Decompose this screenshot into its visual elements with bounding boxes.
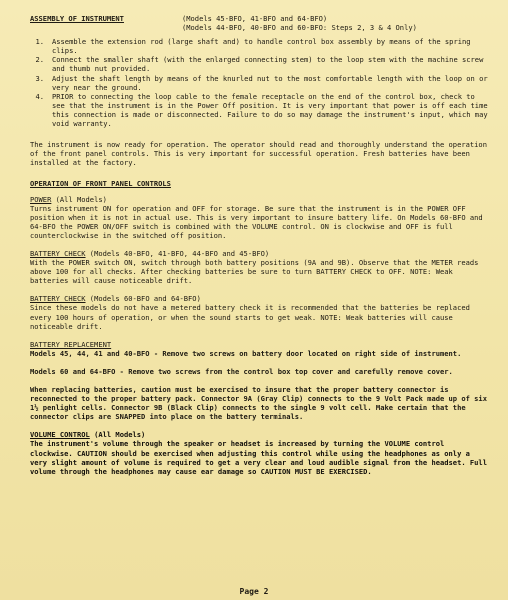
assembly-models-line-1: (Models 45-BFO, 41-BFO and 64-BFO): [182, 14, 328, 23]
page-number: Page 2: [239, 586, 269, 596]
step-text: Connect the smaller shaft (with the enlarged connecting stem) to the loop stem with the machine screw and thumb nut provided.: [52, 55, 484, 74]
assembly-title: ASSEMBLY OF INSTRUMENT: [30, 14, 124, 23]
assembly-models-line-2: (Models 44-BFO, 40-BFO and 60-BFO: Steps 2, 3 & 4 Only): [182, 23, 417, 33]
assembly-step: [30, 74, 488, 92]
battery-check-paragraph-2: Since these models do not have a metered battery check it is recommended that the batteries be replaced every 100 hours of operation, or when the sound starts to get weak. NOTE: Weak batteries will cause noticeable drift.: [30, 303, 470, 331]
ready-paragraph: The instrument is now ready for operation. The operator should read and thoroughly understand the operation of the front panel controls. This is very important for successful operation. Fresh batteries have been installed at the factory.: [30, 140, 487, 168]
power-label: POWER: [30, 194, 52, 204]
battery-check-models-2: (Models 60-BFO and 64-BFO): [85, 294, 201, 304]
step-text: Assemble the extension rod (large shaft and) to handle control box assembly by means of the spring clips.: [52, 37, 471, 56]
step-number: 4.: [35, 91, 44, 101]
battery-replacement-paragraph-3: When replacing batteries, caution must be exercised to insure that the proper battery connector is reconnected to the proper battery pack. Connector 9A (Gray Clip) connects to the 9 Volt Pack made up of six 1½ penlight cells. Connector 9B (Black Clip) connects to the single 9 volt cell. Make certain that the connector clips are SNAPPED into place on the battery terminals.: [30, 385, 487, 422]
power-models: (All Models): [51, 194, 107, 204]
assembly-step: [30, 55, 488, 73]
battery-check-label-1: BATTERY CHECK: [30, 248, 86, 258]
battery-check-label-2: BATTERY CHECK: [30, 294, 86, 304]
volume-control-paragraph: The instrument's volume through the speaker or headset is increased by turning the VOLUME control clockwise. CAUTION should be exercised when adjusting this control while using the headphones as only a very slight amount of volume is required to get a very clear and loud audible signal from the headset. Full volume through the headphones may cause ear damage so CAUTION MUST BE EXERCISED.: [30, 439, 487, 476]
assembly-steps-list: [30, 37, 488, 128]
battery-check-heading-1: [30, 249, 488, 258]
volume-control-models: (All Models): [89, 430, 146, 440]
battery-replacement-heading: BATTERY REPLACEMENT: [30, 339, 112, 349]
volume-control-label: VOLUME CONTROL: [30, 430, 90, 440]
battery-replacement-paragraph-1: Models 45, 44, 41 and 40-BFO - Remove two screws on battery door located on right side of instrument.: [30, 348, 462, 358]
power-paragraph: Turns instrument ON for operation and OFF for storage. Be sure that the instrument is in the POWER OFF position when it is not in actual use. This is very important to insure battery life. On Models 60-BFO and 64-BFO the POWER ON/OFF switch is combined with the VOLUME control. ON is clockwise and OFF is full counterclockwise in the switched off position.: [30, 203, 483, 240]
step-number: 2.: [35, 55, 44, 65]
battery-check-models-1: (Models 40-BFO, 41-BFO, 44-BFO and 45-BFO): [85, 248, 270, 258]
volume-control-heading: [30, 430, 488, 439]
step-number: 1.: [35, 37, 44, 47]
step-text: Adjust the shaft length by means of the knurled nut to the most comfortable length with the loop on or very near the ground.: [52, 73, 488, 92]
battery-check-paragraph-1: With the POWER switch ON, switch through both battery positions (9A and 9B). Observe that the METER reads above 100 for all checks. After checking batteries be sure to turn BATTERY CHECK to OFF. NOTE: Weak batteries will cause noticeable drift.: [30, 258, 479, 286]
step-text: PRIOR to connecting the loop cable to the female receptacle on the end of the control box, check to see that the instrument is in the Power Off position. It is very important that power is off each time this connection is made or disconnected. Failure to do so may damage the instrument's input, which may void warranty.: [52, 91, 488, 129]
assembly-step: [30, 92, 488, 128]
battery-check-heading-2: [30, 294, 488, 303]
operation-section-title: OPERATION OF FRONT PANEL CONTROLS: [30, 179, 171, 189]
assembly-header: [30, 14, 488, 32]
assembly-step: [30, 37, 488, 55]
power-heading: [30, 195, 488, 204]
battery-replacement-paragraph-2: Models 60 and 64-BFO - Remove two screws from the control box top cover and carefully remove cover.: [30, 366, 453, 376]
step-number: 3.: [35, 73, 44, 83]
